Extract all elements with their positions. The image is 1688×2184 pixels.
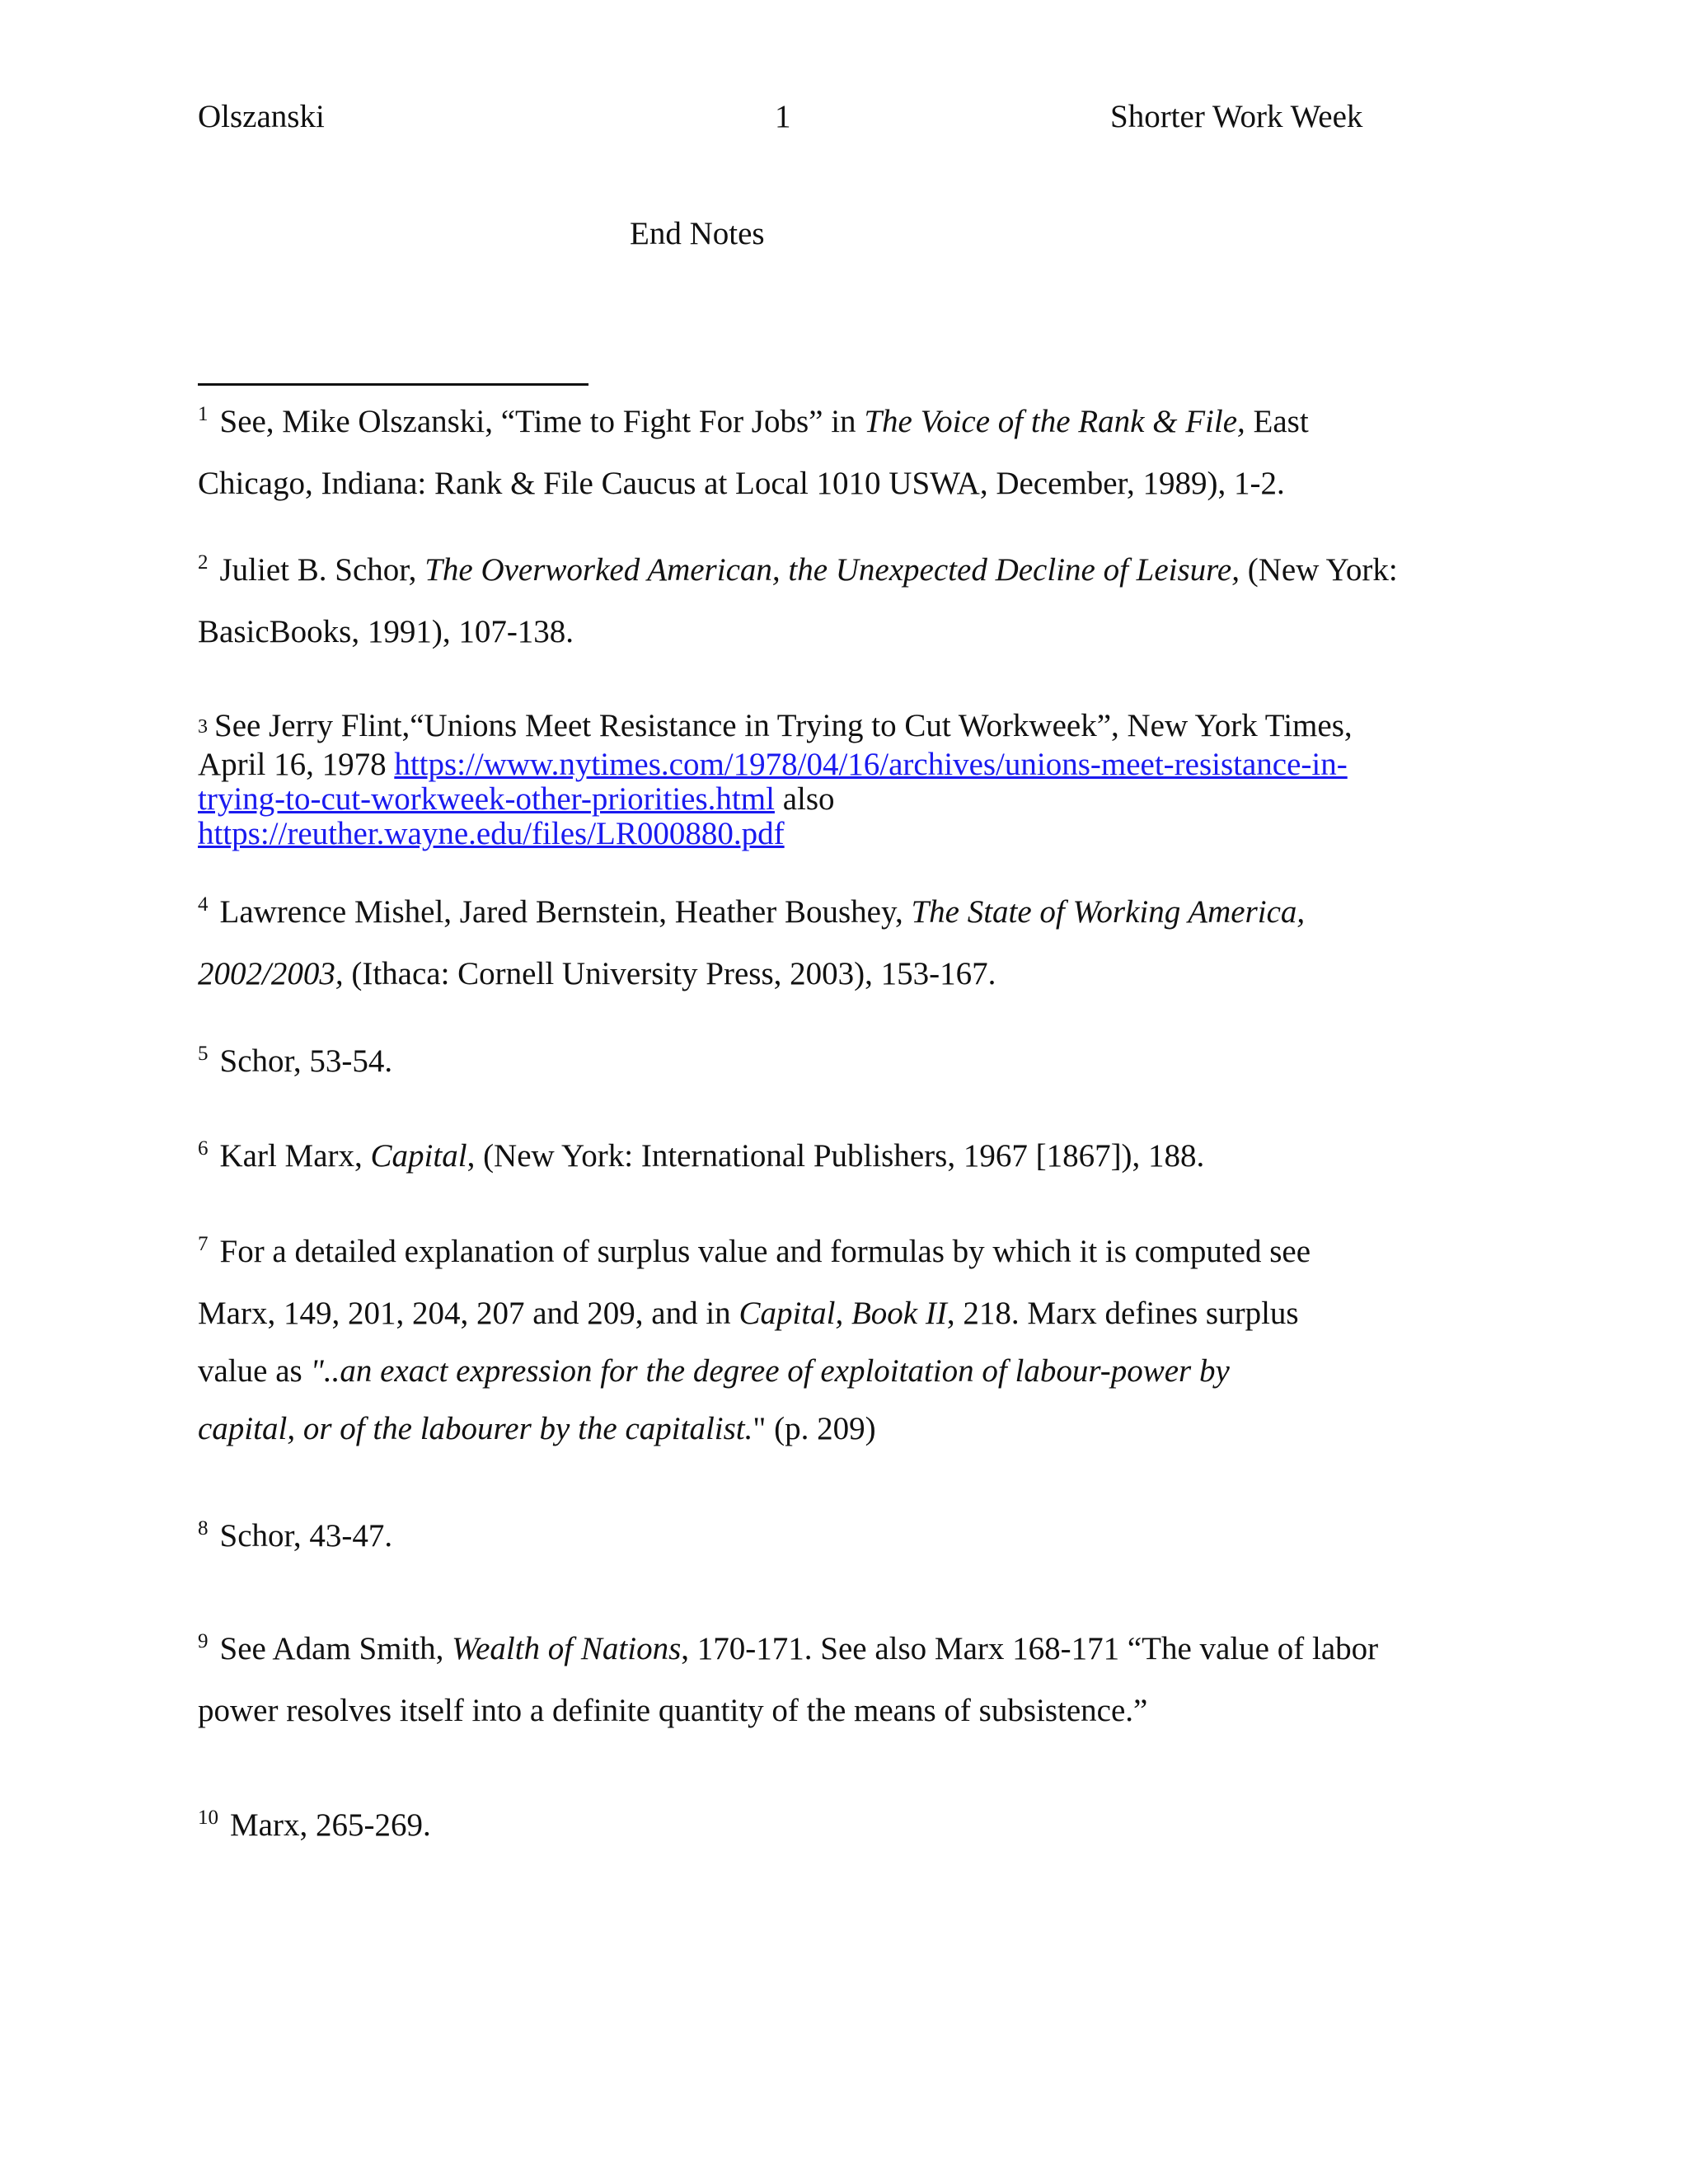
endnote-6-line-1 — [198, 1127, 1204, 1189]
endnote-1-source-title: The Voice of the Rank & File, — [864, 404, 1245, 439]
endnote-4-source-title: The State of Working America, — [911, 894, 1306, 930]
endnote-3 — [198, 709, 1353, 851]
endnote-7-line-2-text: Marx, 149, 201, 204, 207 and 209, and in — [198, 1296, 739, 1331]
nytimes-link[interactable]: https://www.nytimes.com/1978/04/16/archives/unions-meet-resistance-in- — [394, 747, 1348, 782]
endnote-2-text: Juliet B. Schor, — [219, 552, 425, 588]
endnote-1-text: See, Mike Olszanski, “Time to Fight For Jobs” in — [219, 404, 865, 439]
endnote-7-text: For a detailed explanation of surplus value and formulas by which it is computed see — [219, 1234, 1311, 1269]
endnote-10-number: 10 — [198, 1807, 218, 1829]
endnote-1-text-end: East — [1245, 404, 1309, 439]
endnote-1 — [198, 393, 1309, 513]
endnote-9 — [198, 1620, 1378, 1740]
endnote-6-number: 6 — [198, 1137, 209, 1160]
endnote-4-text: Lawrence Mishel, Jared Bernstein, Heather Boushey, — [219, 894, 912, 930]
endnote-7-line-1 — [198, 1223, 1311, 1285]
page-title: End Notes — [630, 216, 765, 251]
nytimes-link-continued[interactable]: trying-to-cut-workweek-other-priorities.html — [198, 781, 775, 817]
endnote-7-line-4 — [198, 1400, 1311, 1458]
endnote-8 — [198, 1507, 392, 1569]
endnote-3-line-3 — [198, 782, 1353, 817]
endnote-3-line-4 — [198, 817, 1353, 851]
endnote-2 — [198, 541, 1398, 661]
endnote-6-text-end: , (New York: International Publishers, 1967 [1867]), 188. — [467, 1138, 1205, 1174]
reuther-link[interactable]: https://reuther.wayne.edu/files/LR000880.pdf — [198, 816, 785, 851]
endnote-6 — [198, 1127, 1204, 1189]
endnote-2-line-1 — [198, 541, 1398, 603]
endnote-3-number: 3 — [198, 716, 208, 738]
endnote-7-quotation: "..an exact expression for the degree of exploitation of labour-power by — [310, 1353, 1230, 1389]
endnote-1-line-2: Chicago, Indiana: Rank & File Caucus at Local 1010 USWA, December, 1989), 1-2. — [198, 466, 1285, 501]
endnote-10-text: Marx, 265-269. — [230, 1807, 431, 1843]
endnote-9-line-2: power resolves itself into a definite quantity of the means of subsistence.” — [198, 1693, 1148, 1728]
header-page-number: 1 — [775, 99, 791, 134]
endnote-7-line-3-text: value as — [198, 1353, 311, 1389]
endnote-7-number: 7 — [198, 1233, 209, 1255]
endnote-6-text: Karl Marx, — [219, 1138, 371, 1174]
endnote-7 — [198, 1223, 1311, 1458]
endnote-2-text-end: (New York: — [1239, 552, 1398, 588]
endnote-8-number: 8 — [198, 1517, 209, 1540]
endnote-8-text: Schor, 43-47. — [219, 1518, 393, 1554]
endnote-separator — [198, 383, 588, 386]
endnote-4-text-end: (Ithaca: Cornell University Press, 2003), 153-167. — [343, 956, 996, 991]
endnote-9-number: 9 — [198, 1630, 209, 1652]
endnote-5-text: Schor, 53-54. — [219, 1043, 393, 1079]
endnote-3-line-2 — [198, 748, 1353, 782]
endnote-10-line-1 — [198, 1797, 431, 1858]
endnote-2-number: 2 — [198, 551, 209, 574]
header-author: Olszanski — [198, 99, 325, 134]
endnote-3-also: also — [774, 781, 835, 817]
endnote-9-line-1 — [198, 1620, 1378, 1682]
endnote-4-number: 4 — [198, 893, 209, 916]
endnote-4-source-years: 2002/2003, — [198, 956, 344, 991]
endnote-7-line-2 — [198, 1285, 1311, 1343]
endnote-9-text: See Adam Smith, — [219, 1631, 452, 1666]
endnote-5 — [198, 1033, 392, 1094]
endnote-9-source-title: Wealth of Nations — [452, 1631, 682, 1666]
endnote-6-source-title: Capital — [370, 1138, 467, 1174]
endnote-4-line-1 — [198, 883, 1305, 945]
endnote-7-line-3 — [198, 1343, 1311, 1400]
header-running-title: Shorter Work Week — [1110, 99, 1363, 134]
endnote-4 — [198, 883, 1305, 1003]
endnote-10 — [198, 1797, 431, 1858]
endnote-5-number: 5 — [198, 1043, 209, 1065]
endnote-8-line-1 — [198, 1507, 392, 1569]
endnote-3-date: April 16, 1978 — [198, 747, 395, 782]
endnote-2-line-2: BasicBooks, 1991), 107-138. — [198, 614, 574, 649]
endnote-7-page-ref: " (p. 209) — [753, 1411, 876, 1446]
endnote-3-text: See Jerry Flint,“Unions Meet Resistance in Trying to Cut Workweek”, New York Times, — [214, 708, 1353, 743]
endnote-9-text-end: , 170-171. See also Marx 168-171 “The value of labor — [681, 1631, 1379, 1666]
endnote-7-quotation-end: capital, or of the labourer by the capitalist. — [198, 1411, 753, 1446]
endnote-1-number: 1 — [198, 403, 209, 425]
endnote-2-source-title: The Overworked American, the Unexpected Decline of Leisure, — [424, 552, 1240, 588]
endnote-7-line-2-end: , 218. Marx defines surplus — [946, 1296, 1299, 1331]
endnote-4-line-2 — [198, 945, 1305, 1003]
endnote-7-source-title: Capital, Book II — [738, 1296, 947, 1331]
endnote-1-line-1 — [198, 393, 1309, 455]
endnote-3-line-1 — [198, 709, 1353, 748]
endnote-5-line-1 — [198, 1033, 392, 1094]
